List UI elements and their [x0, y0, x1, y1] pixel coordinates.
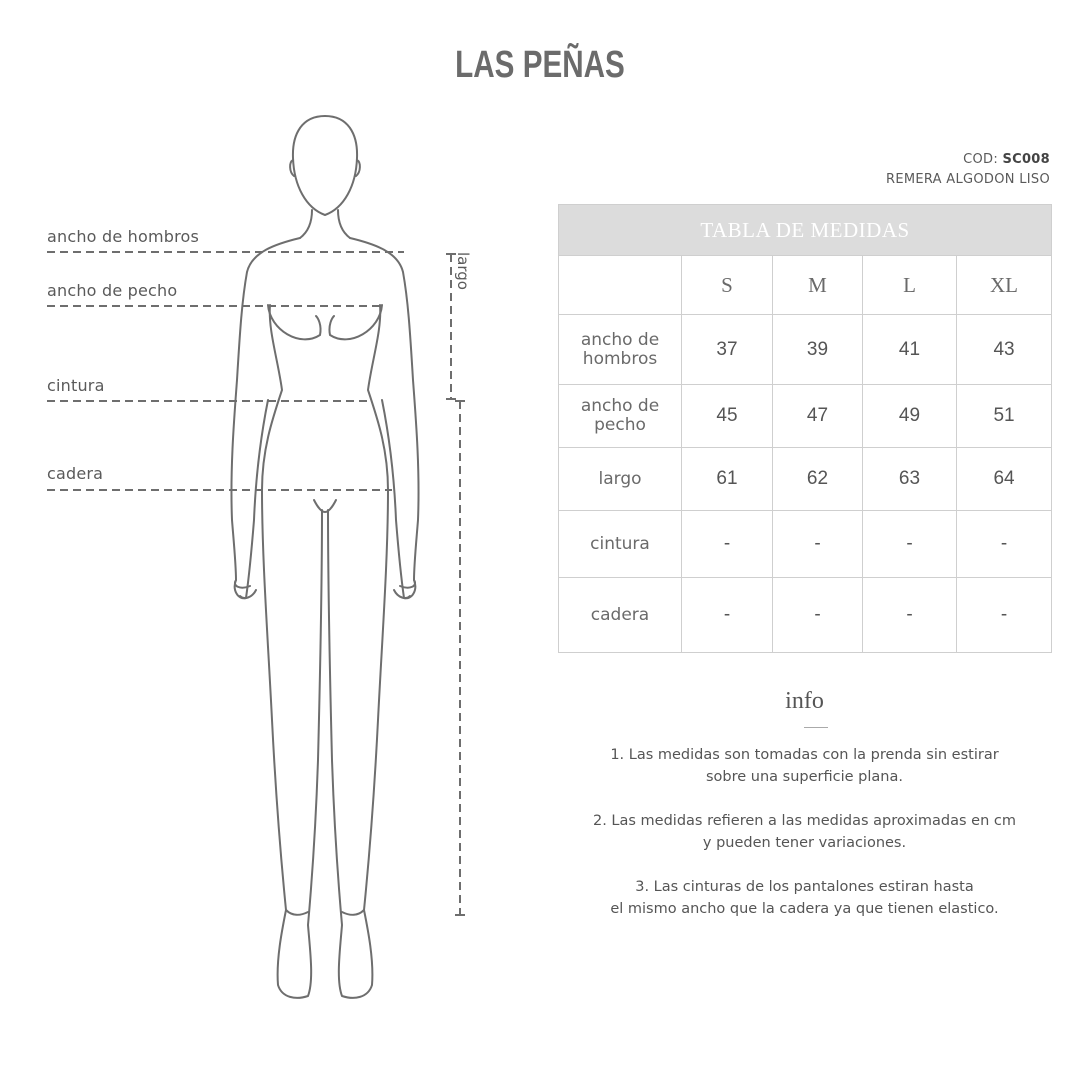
label-hip: cadera [47, 464, 104, 483]
table-cell: 51 [957, 385, 1052, 448]
table-cell: - [773, 511, 863, 578]
table-cell: 62 [773, 448, 863, 511]
table-cell: 41 [863, 315, 957, 385]
info-note-line: 1. Las medidas son tomadas con la prenda sin estirar [610, 747, 999, 763]
table-cell: 37 [682, 315, 773, 385]
table-cell: - [863, 578, 957, 653]
info-note-line: el mismo ancho que la cadera ya que tienen elastico. [610, 901, 999, 917]
table-cell: - [682, 578, 773, 653]
product-code-value: SC008 [1002, 152, 1050, 167]
size-header-row [559, 256, 1052, 315]
table-cell: 45 [682, 385, 773, 448]
info-note [558, 810, 1051, 854]
size-header: S [682, 256, 773, 315]
table-cell: 63 [863, 448, 957, 511]
product-code [886, 150, 1050, 170]
table-cell: 47 [773, 385, 863, 448]
label-waist: cintura [47, 376, 105, 395]
label-shoulders: ancho de hombros [47, 227, 200, 246]
table-row [559, 511, 1052, 578]
info-notes [558, 744, 1051, 942]
table-cell: - [957, 578, 1052, 653]
size-header: XL [957, 256, 1052, 315]
info-note [558, 744, 1051, 788]
figure-right-leg [328, 490, 388, 998]
brand-title: LAS PEÑAS [455, 44, 625, 86]
table-cell: - [957, 511, 1052, 578]
table-cell: 61 [682, 448, 773, 511]
row-label: cintura [559, 511, 682, 578]
product-code-prefix: COD: [963, 152, 999, 167]
corner-cell [559, 256, 682, 315]
info-note-line: sobre una superficie plana. [706, 769, 903, 785]
table-cell: 43 [957, 315, 1052, 385]
size-table [558, 204, 1052, 653]
table-cell: 64 [957, 448, 1052, 511]
label-chest: ancho de pecho [47, 281, 178, 300]
figure-right-outline [350, 238, 419, 598]
figure-left-outline [231, 238, 300, 598]
label-length: largo [454, 252, 472, 290]
info-title: info [785, 688, 824, 714]
table-cell: - [863, 511, 957, 578]
table-cell: 39 [773, 315, 863, 385]
info-note-line: 2. Las medidas refieren a las medidas aproximadas en cm [592, 813, 1017, 829]
figure-head [293, 116, 357, 215]
table-row [559, 448, 1052, 511]
table-row [559, 385, 1052, 448]
size-table-title: TABLA DE MEDIDAS [559, 205, 1052, 256]
table-cell: 49 [863, 385, 957, 448]
info-note-line: y pueden tener variaciones. [702, 835, 907, 851]
info-divider [804, 727, 828, 728]
product-info [886, 150, 1050, 190]
row-label: largo [559, 448, 682, 511]
row-label: cadera [559, 578, 682, 653]
size-header: L [863, 256, 957, 315]
row-label: ancho de hombros [559, 315, 682, 385]
row-label: ancho de pecho [559, 385, 682, 448]
figure-left-leg [262, 490, 322, 998]
info-note-line: 3. Las cinturas de los pantalones estiran hasta [635, 879, 974, 895]
size-header: M [773, 256, 863, 315]
info-note [558, 876, 1051, 920]
table-row [559, 578, 1052, 653]
product-name: REMERA ALGODON LISO [885, 172, 1050, 187]
table-cell: - [773, 578, 863, 653]
table-row [559, 315, 1052, 385]
table-cell: - [682, 511, 773, 578]
